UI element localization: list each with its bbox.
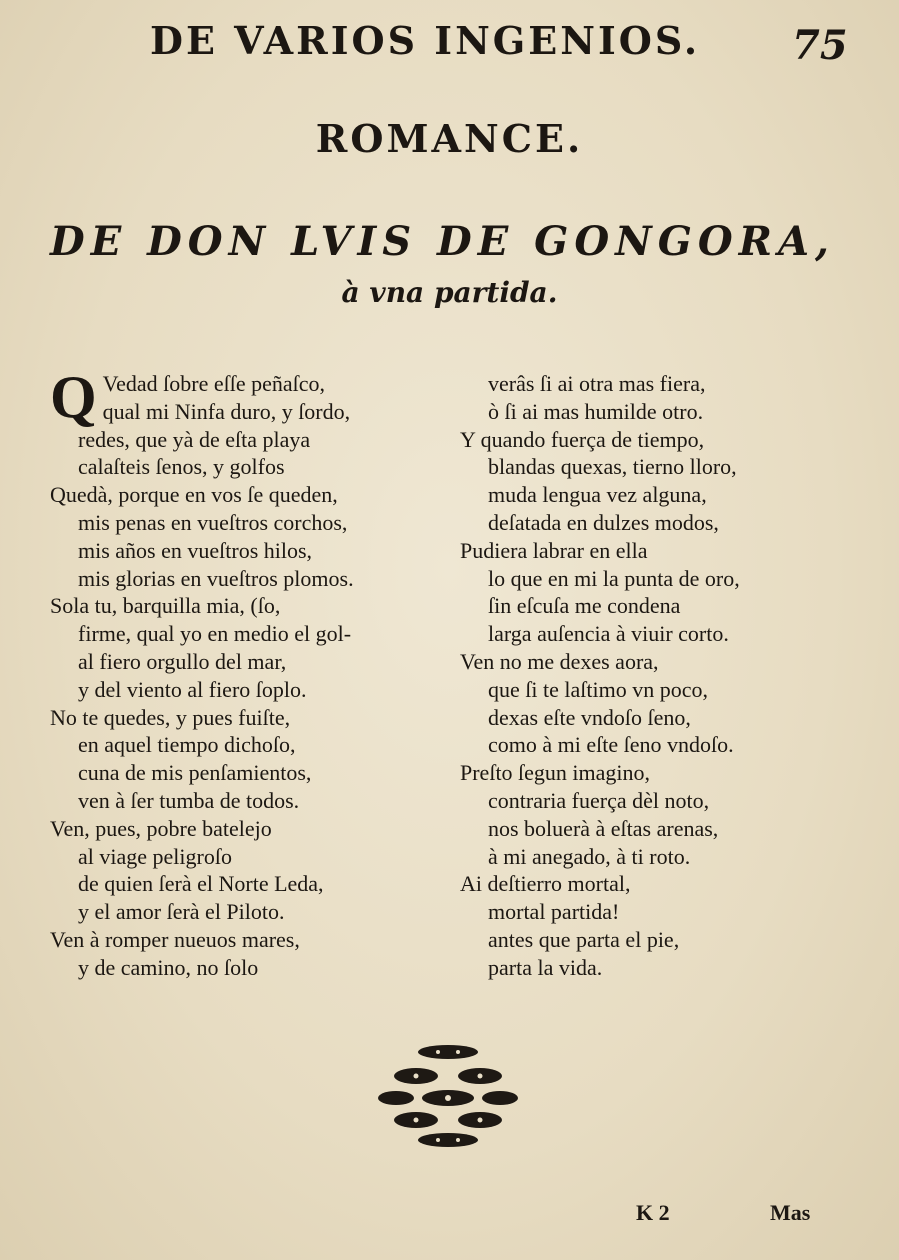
verse-line: Sola tu, barquilla mia, (ſo, xyxy=(50,593,281,619)
verse-line: como à mi eſte ſeno vndoſo. xyxy=(488,732,734,758)
verse-line: deſatada en dulzes modos, xyxy=(488,509,719,535)
verse-line: dexas eſte vndoſo ſeno, xyxy=(488,704,691,730)
verse-line: muda lengua vez alguna, xyxy=(488,482,707,508)
verse-line: nos boluerà à eſtas arenas, xyxy=(488,815,719,841)
verse-line: qual mi Ninfa duro, y ſordo, xyxy=(102,398,351,424)
fleuron-ornament-icon xyxy=(368,1040,528,1150)
signature-mark: K 2 xyxy=(636,1200,670,1225)
verse-line: Ven, pues, pobre batelejo xyxy=(50,815,272,841)
verse-line: Ven no me dexes aora, xyxy=(460,648,659,674)
verse-line: en aquel tiempo dichoſo, xyxy=(78,732,296,758)
verse-line: Quedà, porque en vos ſe queden, xyxy=(50,482,338,508)
verse-line: blandas quexas, tierno lloro, xyxy=(488,454,737,480)
verse-line: Ai deſtierro mortal, xyxy=(460,871,631,897)
verse-text: Vedad ſobre eſſe peñaſco, xyxy=(102,371,326,396)
verse-line: calaſteis ſenos, y golfos xyxy=(78,454,285,480)
verse-line: y el amor ſerà el Piloto. xyxy=(78,899,285,925)
verse-line: firme, qual yo en medio el gol- xyxy=(78,621,352,647)
verse-line: y del viento al fiero ſoplo. xyxy=(78,676,307,702)
poem-subtitle: à vna partida. xyxy=(341,276,558,309)
verse-line: verâs ſi ai otra mas fiera, xyxy=(488,371,706,396)
verse-line: Y quando fuerça de tiempo, xyxy=(460,426,705,452)
verse-line: Ven à romper nueuos mares, xyxy=(50,926,300,952)
verse-line: de quien ſerà el Norte Leda, xyxy=(78,871,324,897)
verse-line: larga auſencia à viuir corto. xyxy=(488,621,729,647)
author-line: DE DON LVIS DE GONGORA, xyxy=(50,218,835,265)
verse-line: redes, que yà de eſta playa xyxy=(78,426,311,452)
verse-line: mis años en vueſtros hilos, xyxy=(78,537,313,563)
verse-line: Pudiera labrar en ella xyxy=(460,537,648,563)
verse-line: ven à ſer tumba de todos. xyxy=(78,787,300,813)
verse-line: ſin eſcuſa me condena xyxy=(488,593,681,619)
running-head: DE VARIOS INGENIOS. xyxy=(150,18,701,63)
verse-line: contraria fuerça dèl noto, xyxy=(488,787,710,813)
drop-capital: Q xyxy=(50,364,97,430)
section-heading: ROMANCE. xyxy=(315,116,584,161)
verse-line: mis penas en vueſtros corchos, xyxy=(78,509,348,535)
verse-line: cuna de mis penſamientos, xyxy=(78,760,312,786)
poem-right-column xyxy=(460,370,880,982)
verse-line: al fiero orgullo del mar, xyxy=(78,648,287,674)
verse-line: mis glorias en vueſtros plomos. xyxy=(78,565,354,591)
verse-line: y de camino, no ſolo xyxy=(78,954,259,980)
verse-line: Preſto ſegun imagino, xyxy=(460,760,651,786)
verse-line: No te quedes, y pues fuiſte, xyxy=(50,704,291,730)
verse-line: que ſi te laſtimo vn poco, xyxy=(488,676,708,702)
verse-line: à mi anegado, à ti roto. xyxy=(488,843,691,869)
verse-line: lo que en mi la punta de oro, xyxy=(488,565,740,591)
verse-line: parta la vida. xyxy=(488,954,603,980)
folio-number: 75 xyxy=(792,22,848,69)
verse-line: mortal partida! xyxy=(488,899,620,925)
verse-line: ò ſi ai mas humilde otro. xyxy=(488,398,704,424)
verse-line: al viage peligroſo xyxy=(78,843,232,869)
verse-line: antes que parta el pie, xyxy=(488,926,680,952)
poem-left-column xyxy=(50,364,470,982)
catchword: Mas xyxy=(770,1200,811,1225)
